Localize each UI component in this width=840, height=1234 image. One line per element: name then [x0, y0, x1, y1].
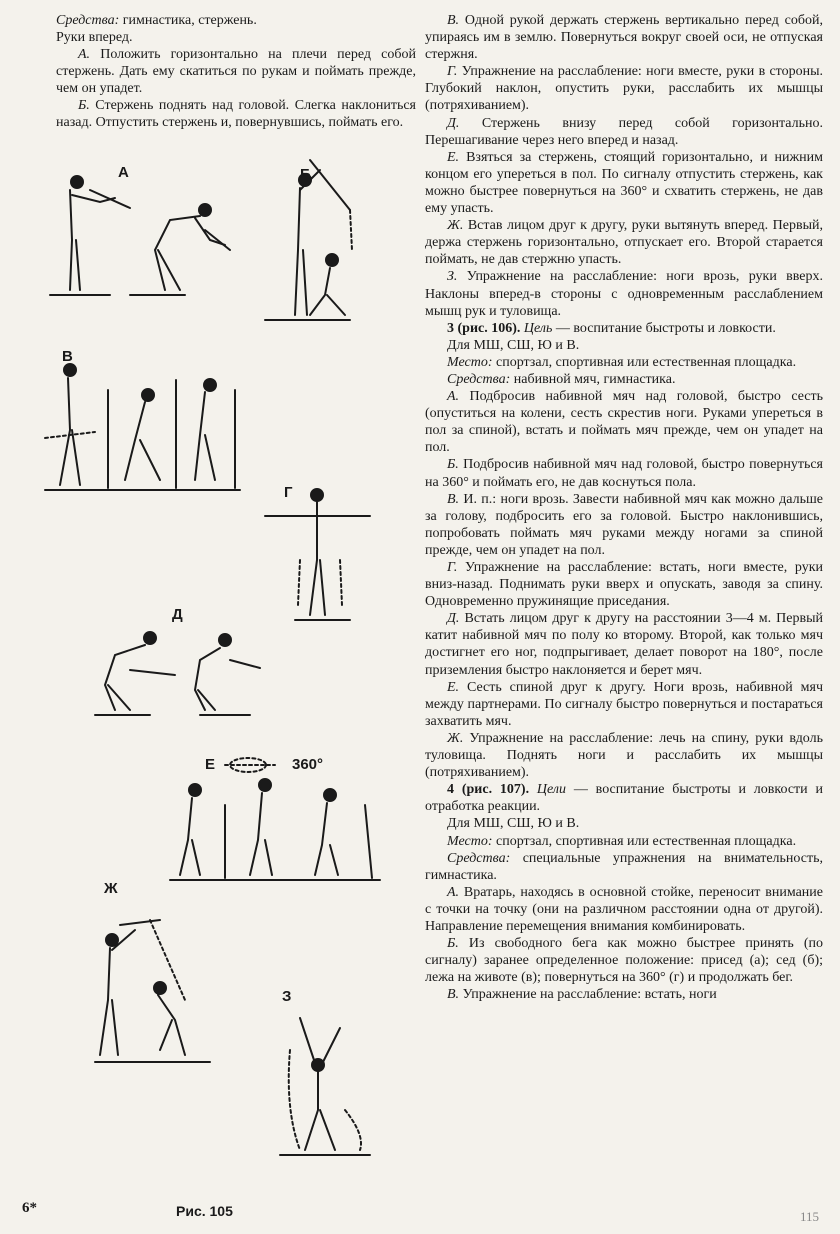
- figure-105: [0, 150, 420, 1180]
- paragraph: Д. Стержень внизу перед собой горизонтально. Перешагивание через него вперед и назад.: [425, 115, 823, 148]
- paragraph: 4 (рис. 107). Цели — воспитание быстроты и ловкости и отработка реакции.: [425, 782, 824, 815]
- paragraph: Д. Встать лицом друг к другу на расстоянии 3—4 м. Первый катит набивной мяч по полу ко второму. Второй, как только мяч достигнет его ног, подпрыгивает, делает поворот на 180°, после приземления быстро наклоняется и берет мяч.: [425, 611, 823, 678]
- figure-label-e: Е: [205, 756, 216, 773]
- figure-label-b: Б: [300, 166, 311, 183]
- paragraph: Место: спортзал, спортивная или естественная площадка.: [447, 833, 797, 849]
- paragraph: Средства: специальные упражнения на внимательность, гимнастика.: [425, 850, 823, 883]
- paragraph: В. И. п.: ноги врозь. Завести набивной мяч как можно дальше за голову, подбросить его за головой. Быстро наклонившись, попробовать поймать мяч руками между ногами за спиной прежде, чем он упадет на пол.: [425, 491, 823, 558]
- figure-label-g: Г: [284, 484, 293, 501]
- figure-label-e-angle: 360°: [292, 756, 324, 773]
- paragraph: Г. Упражнение на расслабление: ноги вместе, руки в стороны. Глубокий наклон, опустить руки, расслабить их мышцы (потряхиванием).: [425, 64, 823, 114]
- paragraph: Е. Взяться за стержень, стоящий горизонтально, и нижним концом его упереться в пол. По сигналу отпустить стержень, как можно быстрее повернуться на 360° и схватить стержень, не дав ему упасть.: [425, 149, 823, 217]
- figure-label-zh: Ж: [104, 880, 118, 897]
- paragraph: Место: спортзал, спортивная или естественная площадка.: [447, 354, 797, 370]
- paragraph: Средства: набивной мяч, гимнастика.: [447, 371, 676, 387]
- paragraph: Б. Стержень поднять над головой. Слегка наклониться назад. Отпустить стержень и, повернувшись, поймать его.: [56, 98, 416, 130]
- paragraph: А. Вратарь, находясь в основной стойке, переносит внимание с точки на точку (они на различном расстоянии одна от другой). Направление перемещения внимания комбинировать.: [425, 884, 823, 934]
- page-number: 115: [800, 1209, 820, 1224]
- paragraph: Б. Из свободного бега как можно быстрее принять (по сигналу) заранее определенное положение: присед (а); сед (б); лежа на животе (в); повернуться на 360° (г) и продолжать бег.: [425, 936, 823, 986]
- paragraph: А. Положить горизонтально на плечи перед собой стержень. Дать ему скатиться по рукам и поймать прежде, чем он упадет.: [56, 47, 416, 96]
- paragraph: Г. Упражнение на расслабление: встать, ноги вместе, руки вниз-назад. Поднимать руки вверх и опускать, заводя за спину. Одновременно пружинящие приседания.: [425, 560, 823, 610]
- figure-label-a: А: [118, 164, 129, 181]
- paragraph: З. Упражнение на расслабление: ноги врозь, руки вверх. Наклоны вперед-в стороны с одновременным расслаблением мышц рук и туловища.: [425, 269, 823, 319]
- paragraph: Для МШ, СШ, Ю и В.: [447, 337, 580, 353]
- paragraph: В. Одной рукой держать стержень вертикально перед собой, упираясь им в землю. Повернуться вокруг своей оси, не отпуская стержня.: [425, 13, 823, 63]
- figure-label-d: Д: [172, 606, 183, 623]
- paragraph: Б. Подбросив набивной мяч над головой, быстро повернуться на 360° и поймать его, не дав коснуться пола.: [425, 457, 823, 490]
- figure-caption: Рис. 105: [176, 1203, 233, 1219]
- signature-mark: 6*: [22, 1200, 37, 1216]
- paragraph: Ж. Встав лицом друг к другу, руки вытянуть вперед. Первый, держа стержень горизонтально, отпускает его. Второй старается поймать, не дав стержню упасть.: [425, 218, 823, 268]
- paragraph: Средства: гимнастика, стержень.: [56, 13, 257, 28]
- paragraph: Ж. Упражнение на расслабление: лечь на спину, руки вдоль туловища. Поднять ноги и расслабить их мышцы (потряхиванием).: [425, 730, 823, 781]
- figure-label-v: В: [62, 348, 73, 365]
- paragraph: Для МШ, СШ, Ю и В.: [447, 816, 580, 832]
- left-text-column: [56, 12, 416, 131]
- paragraph: А. Подбросив набивной мяч над головой, быстро сесть (опуститься на колени, сесть скрестив ноги. Руками упереться в пол за спиной), встать и поймать мяч прежде, чем он упадет на пол.: [425, 389, 823, 456]
- paragraph: Руки вперед.: [56, 30, 133, 45]
- paragraph: Е. Сесть спиной друг к другу. Ноги врозь, набивной мяч между партнерами. По сигналу быстро повернуться и постараться захватить мяч.: [425, 679, 823, 729]
- paragraph: В. Упражнение на расслабление: встать, ноги: [447, 987, 717, 1003]
- figure-label-z: З: [282, 988, 292, 1005]
- right-text-column: [425, 12, 823, 1003]
- paragraph: 3 (рис. 106). Цель — воспитание быстроты и ловкости.: [447, 320, 776, 336]
- exercise-illustrations: [0, 150, 420, 1180]
